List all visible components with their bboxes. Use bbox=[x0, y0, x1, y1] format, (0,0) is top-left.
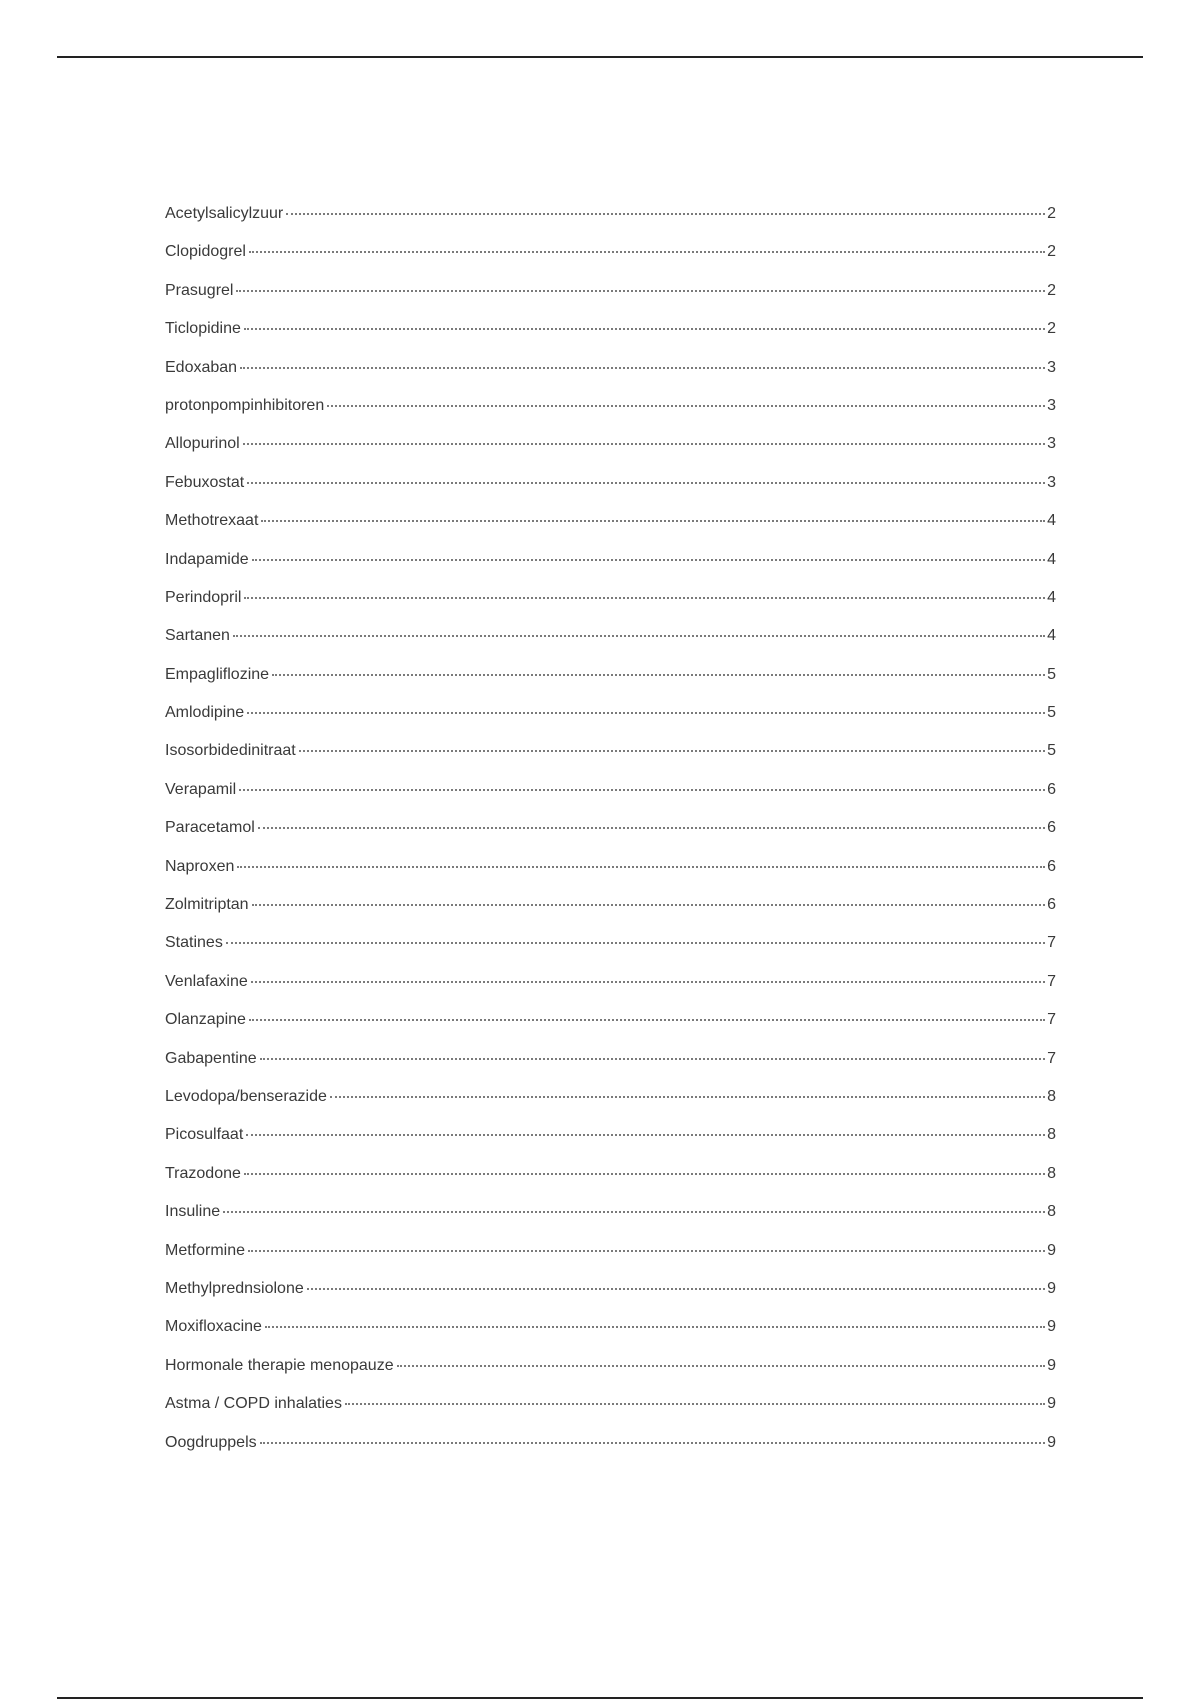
toc-entry-title: Amlodipine bbox=[165, 704, 245, 722]
toc-dot-leader bbox=[251, 981, 1045, 983]
toc-entry-title: Metformine bbox=[165, 1241, 246, 1259]
toc-entry-title: Paracetamol bbox=[165, 819, 255, 837]
toc-entry[interactable] bbox=[165, 473, 1056, 511]
toc-dot-leader bbox=[261, 520, 1045, 522]
toc-entry-title: Prasugrel bbox=[165, 281, 234, 299]
toc-entry-page: 5 bbox=[1047, 704, 1056, 722]
toc-entry-title: Methylprednsiolone bbox=[165, 1279, 304, 1297]
toc-dot-leader bbox=[252, 559, 1045, 561]
toc-entry[interactable] bbox=[165, 1010, 1056, 1048]
toc-entry-page: 3 bbox=[1047, 473, 1056, 491]
toc-entry-title: Acetylsalicylzuur bbox=[165, 205, 284, 222]
toc-dot-leader bbox=[244, 328, 1045, 330]
toc-entry[interactable] bbox=[165, 1049, 1056, 1087]
toc-dot-leader bbox=[247, 482, 1045, 484]
toc-entry[interactable] bbox=[165, 1394, 1056, 1432]
toc-dot-leader bbox=[265, 1326, 1045, 1328]
toc-dot-leader bbox=[236, 290, 1045, 292]
toc-entry[interactable] bbox=[165, 204, 1056, 242]
toc-dot-leader bbox=[272, 674, 1045, 676]
toc-dot-leader bbox=[299, 750, 1045, 752]
toc-entry[interactable] bbox=[165, 665, 1056, 703]
toc-entry-title: Naproxen bbox=[165, 857, 235, 875]
toc-entry-page: 8 bbox=[1047, 1126, 1056, 1144]
toc-entry[interactable] bbox=[165, 1279, 1056, 1317]
toc-entry-page: 4 bbox=[1047, 512, 1056, 530]
toc-entry-title: Ticlopidine bbox=[165, 320, 241, 338]
toc-entry[interactable] bbox=[165, 511, 1056, 549]
toc-entry[interactable] bbox=[165, 434, 1056, 472]
toc-entry-title: protonpompinhibitoren bbox=[165, 396, 325, 414]
toc-entry-page: 2 bbox=[1047, 205, 1056, 222]
toc-entry[interactable] bbox=[165, 396, 1056, 434]
toc-entry[interactable] bbox=[165, 1125, 1056, 1163]
toc-entry[interactable] bbox=[165, 1356, 1056, 1394]
toc-entry[interactable] bbox=[165, 1241, 1056, 1279]
toc-dot-leader bbox=[223, 1211, 1045, 1213]
footer-rule bbox=[57, 1697, 1143, 1699]
toc-entry[interactable] bbox=[165, 780, 1056, 818]
toc-entry-title: Verapamil bbox=[165, 780, 237, 798]
toc-entry[interactable] bbox=[165, 281, 1056, 319]
toc-entry-title: Levodopa/benserazide bbox=[165, 1087, 327, 1105]
toc-entry-title: Allopurinol bbox=[165, 435, 240, 453]
toc-dot-leader bbox=[244, 597, 1045, 599]
toc-entry[interactable] bbox=[165, 588, 1056, 626]
toc-entry-page: 2 bbox=[1047, 281, 1056, 299]
toc-entry[interactable] bbox=[165, 857, 1056, 895]
toc-dot-leader bbox=[243, 443, 1045, 445]
toc-entry-page: 6 bbox=[1047, 819, 1056, 837]
toc-entry-title: Indapamide bbox=[165, 550, 249, 568]
toc-dot-leader bbox=[237, 866, 1045, 868]
toc-entry[interactable] bbox=[165, 550, 1056, 588]
toc-entry-page: 6 bbox=[1047, 780, 1056, 798]
toc-entry[interactable] bbox=[165, 358, 1056, 396]
toc-dot-leader bbox=[260, 1058, 1045, 1060]
toc-entry-title: Statines bbox=[165, 934, 223, 952]
toc-entry-title: Trazodone bbox=[165, 1164, 241, 1182]
toc-entry-page: 9 bbox=[1047, 1433, 1056, 1451]
toc-entry-page: 2 bbox=[1047, 243, 1056, 261]
toc-dot-leader bbox=[248, 1250, 1045, 1252]
toc-entry-title: Venlafaxine bbox=[165, 972, 248, 990]
toc-entry-page: 4 bbox=[1047, 550, 1056, 568]
toc-dot-leader bbox=[327, 405, 1045, 407]
toc-entry-title: Olanzapine bbox=[165, 1011, 246, 1029]
toc-dot-leader bbox=[247, 712, 1045, 714]
toc-entry-page: 7 bbox=[1047, 1049, 1056, 1067]
toc-dot-leader bbox=[239, 789, 1045, 791]
toc-dot-leader bbox=[249, 251, 1045, 253]
toc-entry-page: 9 bbox=[1047, 1395, 1056, 1413]
toc-entry-title: Methotrexaat bbox=[165, 512, 259, 530]
toc-entry-page: 6 bbox=[1047, 896, 1056, 914]
toc-entry-title: Empagliflozine bbox=[165, 665, 270, 683]
toc-dot-leader bbox=[252, 904, 1046, 906]
toc-dot-leader bbox=[226, 942, 1045, 944]
toc-dot-leader bbox=[307, 1288, 1045, 1290]
toc-entry[interactable] bbox=[165, 1202, 1056, 1240]
toc-dot-leader bbox=[244, 1173, 1045, 1175]
toc-entry[interactable] bbox=[165, 626, 1056, 664]
toc-entry-title: Perindopril bbox=[165, 588, 242, 606]
toc-entry[interactable] bbox=[165, 703, 1056, 741]
toc-dot-leader bbox=[397, 1365, 1046, 1367]
toc-entry-page: 8 bbox=[1047, 1164, 1056, 1182]
toc-entry-title: Gabapentine bbox=[165, 1049, 257, 1067]
toc-entry-title: Oogdruppels bbox=[165, 1433, 257, 1451]
table-of-contents bbox=[165, 204, 1056, 1471]
toc-dot-leader bbox=[249, 1019, 1045, 1021]
toc-entry-page: 7 bbox=[1047, 972, 1056, 990]
toc-entry-page: 7 bbox=[1047, 1011, 1056, 1029]
toc-entry-title: Moxifloxacine bbox=[165, 1318, 262, 1336]
toc-entry-page: 8 bbox=[1047, 1087, 1056, 1105]
header-rule bbox=[57, 56, 1143, 58]
toc-entry-page: 4 bbox=[1047, 588, 1056, 606]
toc-dot-leader bbox=[345, 1403, 1045, 1405]
toc-entry-page: 8 bbox=[1047, 1203, 1056, 1221]
toc-entry-page: 7 bbox=[1047, 934, 1056, 952]
toc-entry-title: Edoxaban bbox=[165, 358, 238, 376]
toc-dot-leader bbox=[330, 1096, 1045, 1098]
toc-dot-leader bbox=[286, 213, 1045, 215]
toc-entry[interactable] bbox=[165, 933, 1056, 971]
toc-dot-leader bbox=[233, 635, 1045, 637]
toc-entry-title: Isosorbidedinitraat bbox=[165, 742, 296, 760]
toc-entry[interactable] bbox=[165, 741, 1056, 779]
toc-entry-title: Astma / COPD inhalaties bbox=[165, 1395, 342, 1413]
toc-entry-page: 5 bbox=[1047, 665, 1056, 683]
toc-entry-page: 9 bbox=[1047, 1241, 1056, 1259]
toc-dot-leader bbox=[246, 1134, 1045, 1136]
toc-entry-page: 4 bbox=[1047, 627, 1056, 645]
toc-entry-page: 9 bbox=[1047, 1318, 1056, 1336]
toc-entry-page: 3 bbox=[1047, 435, 1056, 453]
toc-entry-page: 9 bbox=[1047, 1279, 1056, 1297]
toc-entry[interactable] bbox=[165, 1087, 1056, 1125]
toc-entry[interactable] bbox=[165, 895, 1056, 933]
toc-entry[interactable] bbox=[165, 972, 1056, 1010]
toc-entry-page: 2 bbox=[1047, 320, 1056, 338]
toc-entry-page: 9 bbox=[1047, 1356, 1056, 1374]
toc-entry-page: 5 bbox=[1047, 742, 1056, 760]
toc-entry-title: Hormonale therapie menopauze bbox=[165, 1356, 394, 1374]
toc-dot-leader bbox=[240, 367, 1045, 369]
toc-entry[interactable] bbox=[165, 242, 1056, 280]
toc-entry-page: 3 bbox=[1047, 396, 1056, 414]
toc-entry[interactable] bbox=[165, 818, 1056, 856]
toc-entry-title: Febuxostat bbox=[165, 473, 245, 491]
toc-dot-leader bbox=[260, 1442, 1045, 1444]
toc-entry[interactable] bbox=[165, 1317, 1056, 1355]
toc-entry-title: Zolmitriptan bbox=[165, 896, 249, 914]
toc-entry-title: Picosulfaat bbox=[165, 1126, 244, 1144]
toc-entry-title: Clopidogrel bbox=[165, 243, 246, 261]
toc-entry[interactable] bbox=[165, 319, 1056, 357]
toc-entry-title: Sartanen bbox=[165, 627, 230, 645]
toc-entry-page: 6 bbox=[1047, 857, 1056, 875]
toc-dot-leader bbox=[258, 827, 1045, 829]
toc-entry-page: 3 bbox=[1047, 358, 1056, 376]
toc-entry-title: Insuline bbox=[165, 1203, 221, 1221]
toc-entry[interactable] bbox=[165, 1433, 1056, 1471]
toc-entry[interactable] bbox=[165, 1164, 1056, 1202]
